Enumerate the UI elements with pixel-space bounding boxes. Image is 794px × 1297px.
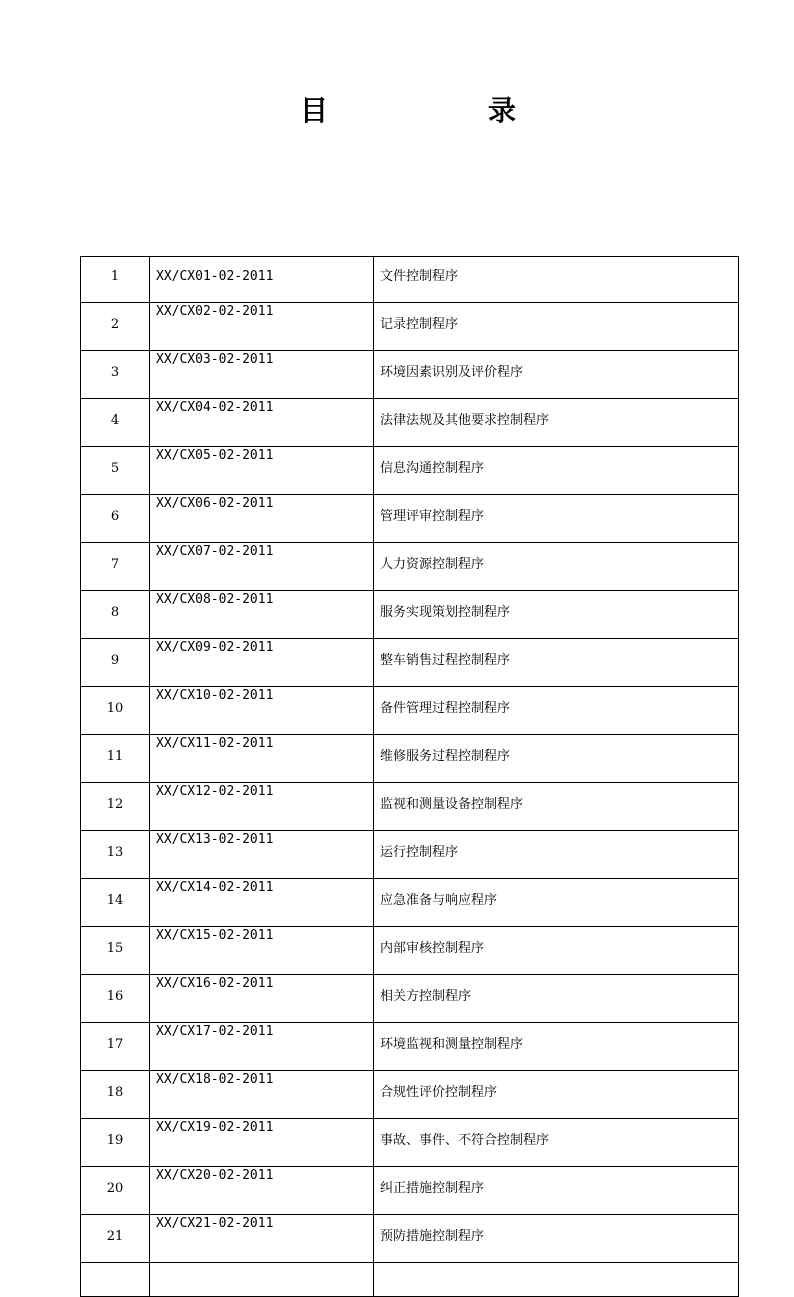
procedure-name: 环境监视和测量控制程序 [374,1023,739,1071]
row-number: 12 [81,783,150,831]
table-row-empty [81,1263,739,1297]
row-number: 10 [81,687,150,735]
document-code: XX/CX11-02-2011 [150,735,374,783]
document-code: XX/CX19-02-2011 [150,1119,374,1167]
table-row [81,687,739,735]
procedure-name: 记录控制程序 [374,303,739,351]
table-row [81,399,739,447]
row-number: 8 [81,591,150,639]
row-number: 15 [81,927,150,975]
procedure-name: 内部审核控制程序 [374,927,739,975]
row-number: 21 [81,1215,150,1263]
row-number: 4 [81,399,150,447]
empty-cell [81,1263,150,1297]
empty-cell [150,1263,374,1297]
table-row [81,639,739,687]
procedure-name: 纠正措施控制程序 [374,1167,739,1215]
row-number: 11 [81,735,150,783]
procedure-name: 维修服务过程控制程序 [374,735,739,783]
row-number: 5 [81,447,150,495]
row-number: 6 [81,495,150,543]
title-char-1: 目 [300,94,329,127]
empty-cell [374,1263,739,1297]
procedure-name: 备件管理过程控制程序 [374,687,739,735]
table-row [81,1167,739,1215]
procedure-name: 合规性评价控制程序 [374,1071,739,1119]
document-code: XX/CX17-02-2011 [150,1023,374,1071]
document-code: XX/CX18-02-2011 [150,1071,374,1119]
document-code: XX/CX20-02-2011 [150,1167,374,1215]
table-row [81,879,739,927]
document-code: XX/CX14-02-2011 [150,879,374,927]
procedure-name: 整车销售过程控制程序 [374,639,739,687]
table-row [81,783,739,831]
document-code: XX/CX21-02-2011 [150,1215,374,1263]
document-code: XX/CX05-02-2011 [150,447,374,495]
row-number: 9 [81,639,150,687]
document-code: XX/CX12-02-2011 [150,783,374,831]
table-row [81,257,739,303]
row-number: 1 [81,257,150,303]
document-code: XX/CX13-02-2011 [150,831,374,879]
row-number: 18 [81,1071,150,1119]
procedure-name: 环境因素识别及评价程序 [374,351,739,399]
procedure-name: 管理评审控制程序 [374,495,739,543]
procedure-name: 法律法规及其他要求控制程序 [374,399,739,447]
table-row [81,495,739,543]
page-title [0,93,794,133]
table-row [81,351,739,399]
table-row [81,1071,739,1119]
table-row [81,591,739,639]
document-code: XX/CX15-02-2011 [150,927,374,975]
document-code: XX/CX09-02-2011 [150,639,374,687]
toc-body [81,257,739,1297]
procedure-name: 预防措施控制程序 [374,1215,739,1263]
document-code: XX/CX16-02-2011 [150,975,374,1023]
procedure-name: 相关方控制程序 [374,975,739,1023]
table-row [81,303,739,351]
document-code: XX/CX07-02-2011 [150,543,374,591]
document-code: XX/CX10-02-2011 [150,687,374,735]
table-row [81,543,739,591]
table-row [81,1215,739,1263]
document-code: XX/CX01-02-2011 [150,257,374,303]
procedure-name: 运行控制程序 [374,831,739,879]
row-number: 20 [81,1167,150,1215]
row-number: 14 [81,879,150,927]
procedure-name: 监视和测量设备控制程序 [374,783,739,831]
document-code: XX/CX03-02-2011 [150,351,374,399]
title-char-2: 录 [488,94,517,127]
row-number: 7 [81,543,150,591]
procedure-name: 文件控制程序 [374,257,739,303]
document-code: XX/CX04-02-2011 [150,399,374,447]
procedure-name: 人力资源控制程序 [374,543,739,591]
document-code: XX/CX02-02-2011 [150,303,374,351]
table-row [81,831,739,879]
document-code: XX/CX08-02-2011 [150,591,374,639]
row-number: 3 [81,351,150,399]
document-code: XX/CX06-02-2011 [150,495,374,543]
row-number: 2 [81,303,150,351]
table-row [81,1023,739,1071]
table-row [81,927,739,975]
toc-table [80,256,739,1297]
table-row [81,975,739,1023]
table-row [81,447,739,495]
table-row [81,1119,739,1167]
row-number: 13 [81,831,150,879]
row-number: 16 [81,975,150,1023]
row-number: 19 [81,1119,150,1167]
table-row [81,735,739,783]
procedure-name: 应急准备与响应程序 [374,879,739,927]
row-number: 17 [81,1023,150,1071]
procedure-name: 信息沟通控制程序 [374,447,739,495]
procedure-name: 事故、事件、不符合控制程序 [374,1119,739,1167]
procedure-name: 服务实现策划控制程序 [374,591,739,639]
